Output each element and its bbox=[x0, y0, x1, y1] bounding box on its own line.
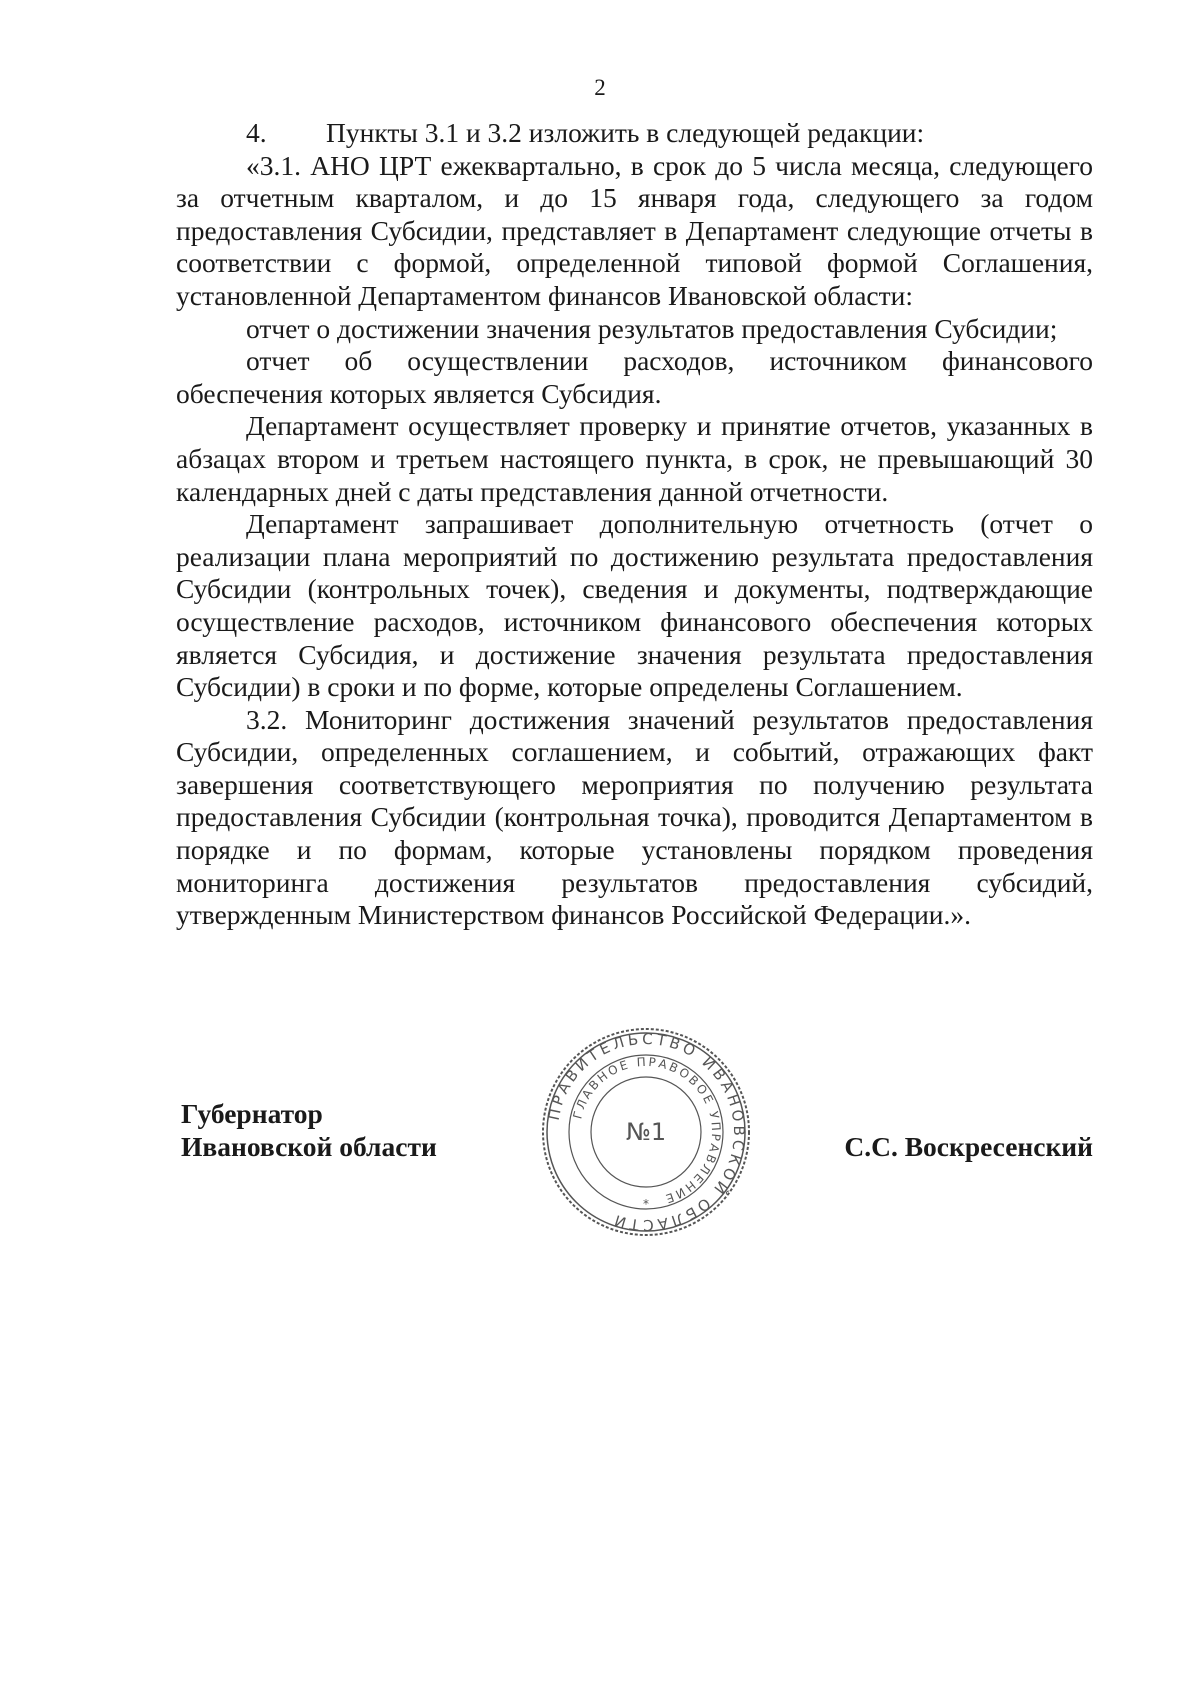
item-number: 4. bbox=[246, 117, 267, 148]
seal-center-text: №1 bbox=[625, 1118, 667, 1146]
paragraph-3-1: «3.1. АНО ЦРТ ежеквартально, в срок до 5 числа месяца, следующего за отчетным кварталом, и до 15 января года, следующего за годом предоставления Субсидии, представляет в Департамент следующие отчеты в соответствии с формой, определенной типовой формой Соглашения, установленной Департаментом финансов Ивановской области: bbox=[176, 149, 1093, 311]
paragraph-department-check: Департамент осуществляет проверку и принятие отчетов, указанных в абзацах втором и третьем настоящего пункта, в срок, не превышающий 30 календарных дней с даты представления данной отчетности. bbox=[176, 410, 1093, 507]
paragraph-report-expenses: отчет об осуществлении расходов, источником финансового обеспечения которых является Субсидия. bbox=[176, 345, 1093, 409]
signature-title bbox=[181, 1097, 437, 1163]
seal-inner-text: ГЛАВНОЕ ПРАВОВОЕ УПРАВЛЕНИЕ bbox=[570, 1054, 724, 1207]
seal-outer-text: ПРАВИТЕЛЬСТВО ИВАНОВСКОЙ ОБЛАСТИ bbox=[544, 1029, 749, 1235]
signature-title-line2: Ивановской области bbox=[181, 1131, 437, 1162]
star-icon: * bbox=[643, 1197, 649, 1211]
item-text: Пункты 3.1 и 3.2 изложить в следующей редакции: bbox=[326, 117, 925, 148]
document-body bbox=[176, 117, 1093, 932]
page-number: 2 bbox=[594, 75, 606, 100]
paragraph-department-request: Департамент запрашивает дополнительную отчетность (отчет о реализации плана мероприятий по достижению результата предоставления Субсидии (контрольных точек), сведения и документы, подтверждающие осуществление расходов, источником финансового обеспечения которых является Субсидия, и достижение значения результата предоставления Субсидии) в сроки и по форме, которые определены Соглашением. bbox=[176, 508, 1093, 703]
paragraph-report-results: отчет о достижении значения результатов предоставления Субсидии; bbox=[246, 312, 1058, 344]
signature-title-line1: Губернатор bbox=[181, 1098, 323, 1129]
paragraph-3-2: 3.2. Мониторинг достижения значений результатов предоставления Субсидии, определенных соглашением, и событий, отражающих факт завершения соответствующего мероприятия по получению результата предоставления Субсидии (контрольная точка), проводится Департаментом в порядке и по формам, которые установлены порядком проведения мониторинга достижения результатов предоставления субсидий, утвержденным Министерством финансов Российской Федерации.». bbox=[176, 703, 1093, 931]
official-seal bbox=[540, 1026, 752, 1238]
item-4-heading bbox=[176, 117, 1093, 150]
signatory-name: С.С. Воскресенский bbox=[844, 1131, 1093, 1162]
